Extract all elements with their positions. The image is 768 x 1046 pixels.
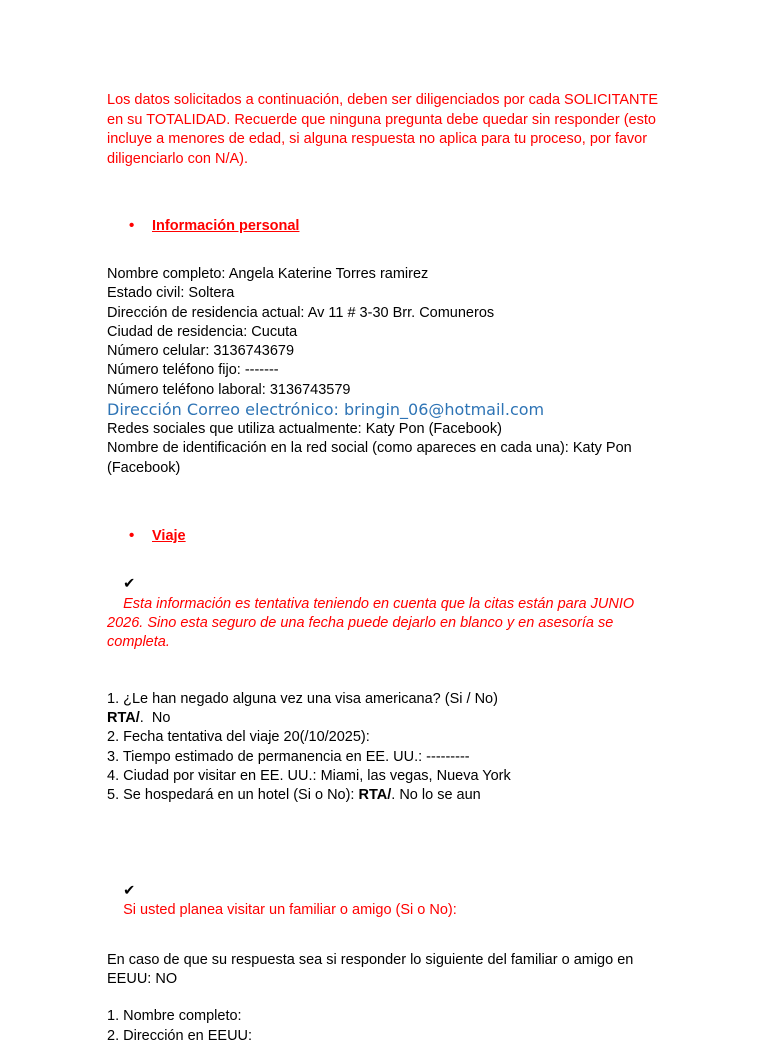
question-3: 3. Tiempo estimado de permanencia en EE. UU.: --------- [107,748,470,765]
question-1: 1. ¿Le han negado alguna vez una visa americana? (Si / No) [107,690,498,707]
full-name-line: Nombre completo: Angela Katerine Torres ramirez [107,266,429,282]
civil-status-line: Estado civil: Soltera [107,285,235,302]
mobile-line: Número celular: 3136743679 [107,343,295,360]
bullet-icon: • [129,217,135,234]
answer-1: RTA/. No [107,710,171,727]
section-heading-travel: • Viaje [129,526,186,544]
intro-instructions: Los datos solicitados a continuación, deben ser diligenciados por cada SOLICITANTE en su TOTALIDAD. Recuerde que ninguna pregunta debe quedar sin responder (esto incluye a menores de edad, si alguna respuesta no aplica para tu proceso, por favor diligenciarlo con N/A). [107,92,659,167]
check-icon: ✔ [123,576,136,593]
travel-questions [107,690,667,806]
travel-note: ✔ Esta información es tentativa teniendo en cuenta que la citas están para JUNIO 2026. Sino esta seguro de una fecha puede dejarlo en blanco y en asesoría se completa. [107,576,639,651]
bullet-icon: • [129,526,135,544]
family-item-name: 1. Nombre completo: [107,1008,242,1025]
document-page [107,91,667,1046]
family-text: En caso de que su respuesta sea si responder lo siguiente del familiar o amigo en EEUU: NO [107,951,638,988]
social-networks-line: Redes sociales que utiliza actualmente: Katy Pon (Facebook) [107,421,502,438]
family-heading: ✔ Si usted planea visitar un familiar o amigo (Si o No): [123,882,457,919]
question-4: 4. Ciudad por visitar en EE. UU.: Miami, las vegas, Nueva York [107,767,511,784]
check-icon: ✔ [123,882,136,899]
question-2: 2. Fecha tentativa del viaje 20(/10/2025): [107,729,370,746]
landline-line: Número teléfono fijo: ------- [107,362,279,379]
social-id-line: Nombre de identificación en la red social (como apareces en cada una): Katy Pon (Facebook) [107,440,636,476]
section-heading-personal: • Información personal [129,217,300,234]
city-line: Ciudad de residencia: Cucuta [107,323,298,340]
family-item-address: 2. Dirección en EEUU: [107,1027,253,1044]
work-phone-line: Número teléfono laboral: 3136743579 [107,381,351,398]
question-5: 5. Se hospedará en un hotel (Si o No): RTA/. No lo se aun [107,787,481,804]
personal-info [107,265,667,478]
email-line: Dirección Correo electrónico: bringin_06@hotmail.com [107,400,545,420]
address-line: Dirección de residencia actual: Av 11 # 3-30 Brr. Comuneros [107,304,495,321]
